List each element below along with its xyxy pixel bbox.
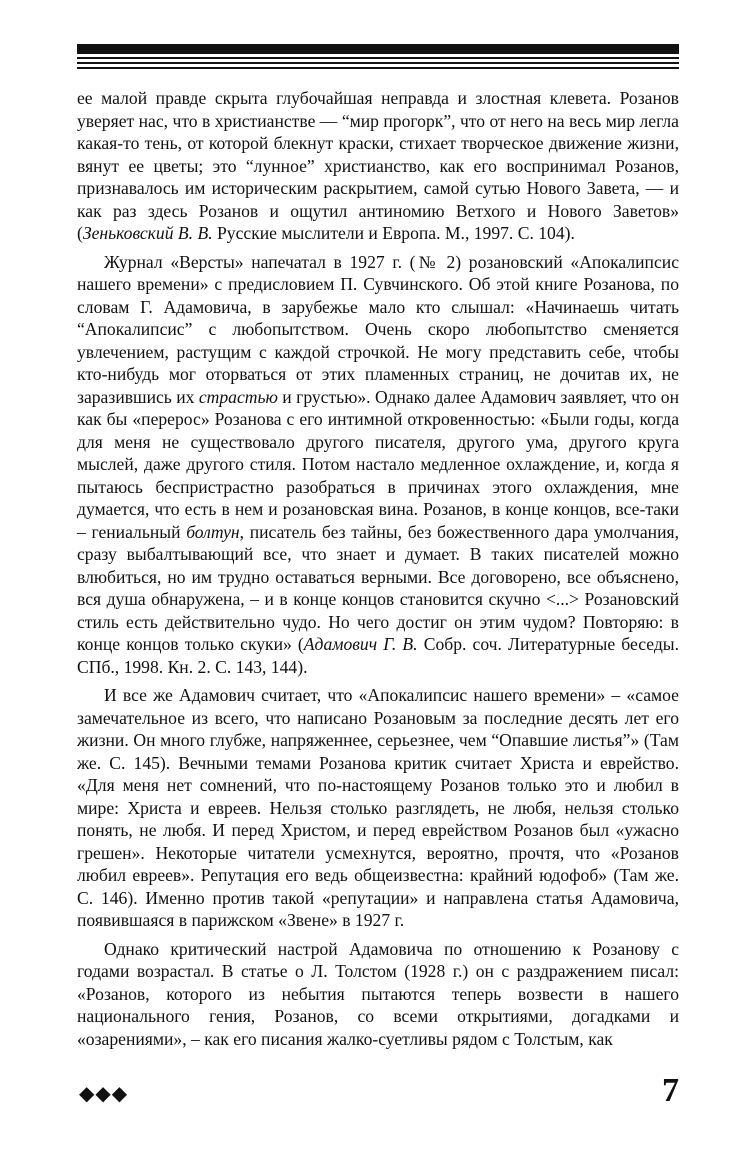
- paragraph-1: [77, 87, 679, 245]
- paragraph-4: [77, 938, 679, 1051]
- italic-run: Адамович Г. В.: [303, 634, 418, 654]
- footer-ornament: ◆◆◆: [79, 1081, 129, 1105]
- text-run: ее малой правде скрыта глубочайшая неправда и злостная клевета. Розанов уверяет нас, что в христианстве — “мир прогорк”, что от него на весь мир легла какая-то тень, от которой блекнут краски, стихает творческое движение жизни, вянут ее цветы; это “лунное” христианство, как его воспринимал Розанов, признавалось им историческим раскрытием, самой сутью Нового Завета, — и как раз здесь Розанов и ощутил антиномию Ветхого и Нового Заветов» (: [77, 88, 679, 243]
- text-run: , писатель без тайны, без божественного дара умолчания, сразу выбалтывающий все, что знает и думает. В таких писателей можно влюбиться, но им трудно оставаться верными. Все договорено, все объяснено, вся душа обнаружена, – и в конце концов становится скучно <...> Розановский стиль есть действительно чудо. Но чего достиг он этим чудом? Повторяю: в конце концов только скуки» (: [77, 521, 679, 654]
- text-run: Однако критический настрой Адамовича по отношению к Розанову с годами возрастал. В статье о Л. Толстом (1928 г.) он с раздражением писал: «Розанов, которого из небытия пытаются теперь возвести в нашего национального гения, Розанов, со всеми открытиями, догадками и «озарениями», – как его писания жалко-суетливы рядом с Толстым, как: [77, 938, 679, 1049]
- text-run: Собр. соч. Литературные беседы. СПб., 1998. Кн. 2. С. 143, 144).: [77, 634, 679, 677]
- italic-run: страстью: [198, 386, 278, 407]
- italic-run: болтун: [186, 521, 240, 542]
- header-rule-thin-1: [77, 57, 679, 59]
- body-text: [77, 87, 679, 1056]
- header-rule-thin-3: [77, 67, 679, 69]
- page-number: 7: [662, 1072, 679, 1109]
- paragraph-3: [77, 684, 679, 932]
- italic-run: Зеньковский В. В.: [82, 223, 213, 243]
- text-run: И все же Адамович считает, что «Апокалипсис нашего времени» – «самое замечательное из всего, что написано Розановым за последние десять лет его жизни. Он много глубже, напряженнее, серьезнее, чем “Опавшие листья”» (Там же. С. 145). Вечными темами Розанова критик считает Христа и еврейство. «Для меня нет сомнений, что по-настоящему Розанов только это и любил в мире: Христа и евреев. Нельзя столько разглядеть, не любя, нельзя столько понять, не любя. И перед Христом, и перед еврейством Розанов был «ужасно грешен». Некоторые читатели усмехнутся, вероятно, прочтя, что «Розанов любил евреев». Репутация его ведь общеизвестна: крайний юдофоб» (Там же. С. 146). Именно против такой «репутации» и направлена статья Адамовича, появившаяся в парижском «Звене» в 1927 г.: [77, 685, 679, 930]
- text-run: Русские мыслители и Европа. М., 1997. С. 104).: [212, 223, 575, 243]
- paragraph-2: [77, 251, 679, 679]
- header-rule-thick: [77, 44, 679, 54]
- text-run: и грустью». Однако далее Адамович заявляет, что он как бы «перерос» Розанова с его интимной откровенностью: «Были годы, когда для меня не существовало другого писателя, другого ума, другого круга мыслей, даже другого стиля. Потом настало медленное охлаждение, и, когда я пытаюсь беспристрастно разобраться в причинах этого охлаждения, мне думается, что есть в нем и розановская вина. Розанов, в конце концов, все-таки – гениальный: [77, 386, 679, 542]
- header-rule-thin-2: [77, 62, 679, 64]
- text-run: Журнал «Версты» напечатал в 1927 г. (№ 2) розановский «Апокалипсис нашего времени» с предисловием П. Сувчинского. Об этой книге Розанова, по словам Г. Адамовича, в зарубежье мало кто слышал: «Начинаешь читать “Апокалипсис” с любопытством. Очень скоро любопытство сменяется увлечением, растущим с каждой строчкой. Не могу представить себе, чтобы кто-нибудь мог оторваться от этих пламенных страниц, не дочитав их, не заразившись их: [77, 251, 679, 407]
